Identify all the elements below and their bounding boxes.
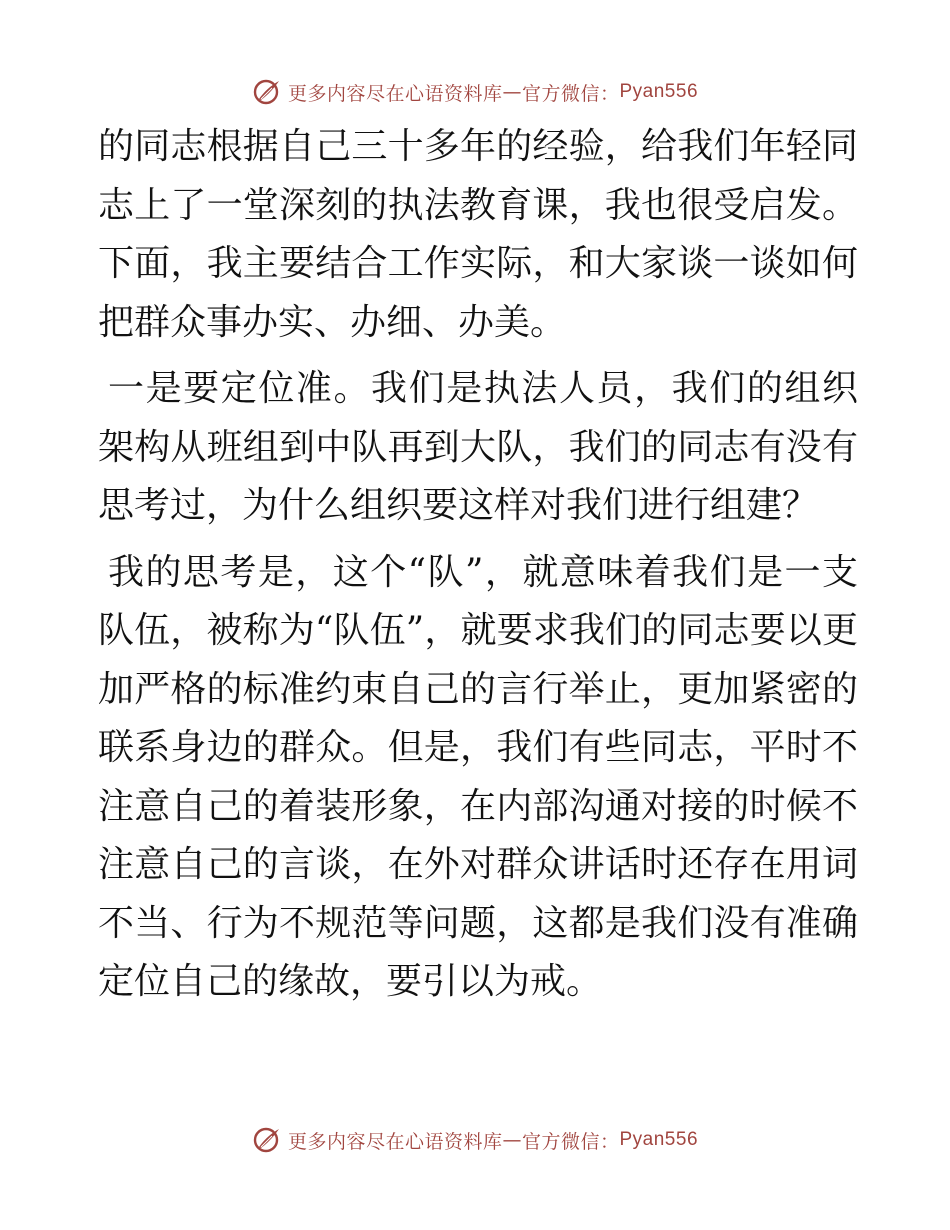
banner-separator: — <box>502 81 522 103</box>
wechat-id: Pyan556 <box>619 1129 699 1150</box>
paragraph: 一是要定位准。我们是执法人员，我们的组织架构从班组到中队再到大队，我们的同志有没有思考过，为什么组织要这样对我们进行组建？ <box>98 368 858 526</box>
banner-text: 更多内容尽在心语资料库 <box>287 1130 503 1153</box>
feather-pen-icon <box>252 77 282 107</box>
footer-banner <box>0 1120 950 1160</box>
paragraph: 我的思考是，这个“队”，就意味着我们是一支队伍，被称为“队伍”，就要求我们的同志要以更加严格的标准约束自己的言行举止，更加紧密的联系身边的群众。但是，我们有些同志，平时不注意自己的着装形象，在内部沟通对接的时候不注意自己的言谈，在外对群众讲话时还存在用词不当、行为不规范等问题，这都是我们没有准确定位自己的缘故，要引以为戒。 <box>98 551 858 1002</box>
paragraph: 的同志根据自己三十多年的经验，给我们年轻同志上了一堂深刻的执法教育课，我也很受启发。下面，我主要结合工作实际，和大家谈一谈如何把群众事办实、办细、办美。 <box>98 126 858 343</box>
feather-pen-icon <box>252 1125 282 1155</box>
banner-tail: 官方微信： <box>521 82 620 105</box>
banner-tail: 官方微信： <box>521 1130 620 1153</box>
wechat-id: Pyan556 <box>619 81 699 102</box>
header-banner <box>0 72 950 112</box>
body-text <box>98 118 858 1020</box>
banner-text: 更多内容尽在心语资料库 <box>287 82 503 105</box>
banner-separator: — <box>502 1129 522 1151</box>
